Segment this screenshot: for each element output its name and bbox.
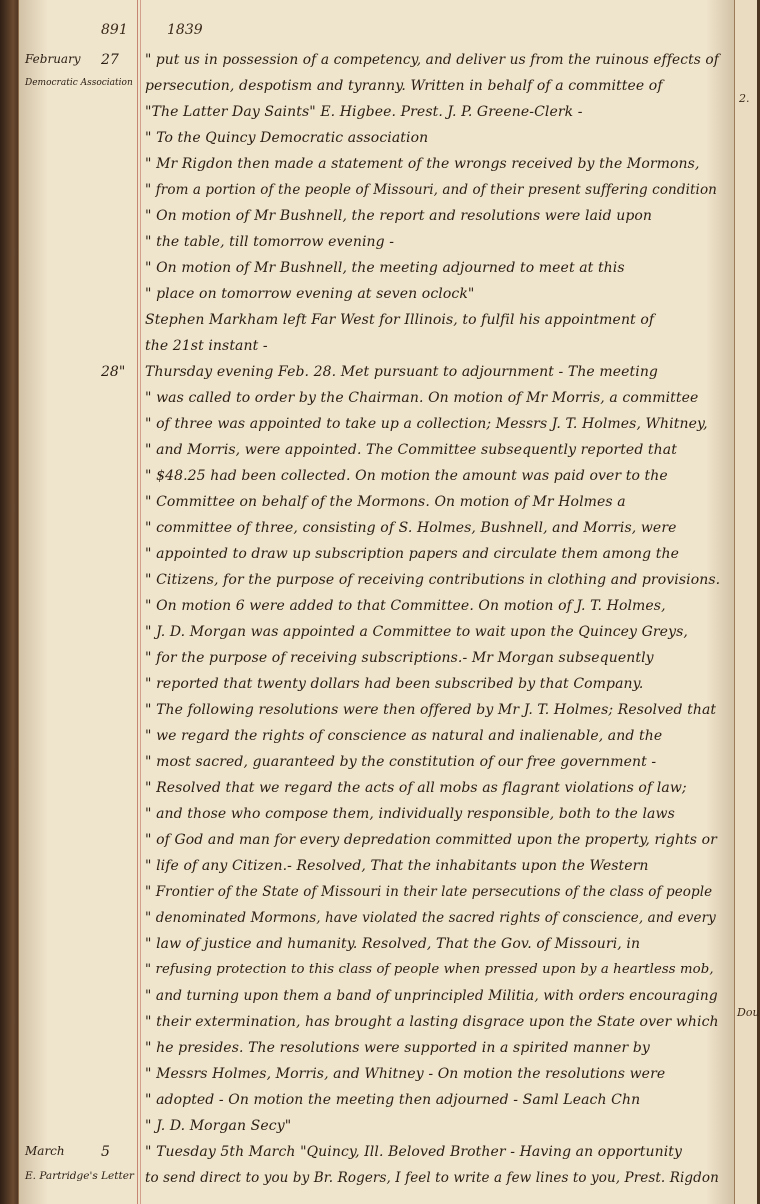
manuscript-line bbox=[19, 520, 735, 546]
manuscript-line bbox=[19, 338, 735, 364]
line-text: " The following resolutions were then offered by Mr J. T. Holmes; Resolved that bbox=[145, 702, 717, 718]
manuscript-line bbox=[19, 546, 735, 572]
manuscript-line bbox=[19, 650, 735, 676]
line-text: " Tuesday 5th March "Quincy, Ill. Beloved Brother - Having an opportunity bbox=[145, 1144, 683, 1160]
line-text: " was called to order by the Chairman. On motion of Mr Morris, a committee bbox=[145, 390, 699, 406]
manuscript-line bbox=[19, 494, 735, 520]
manuscript-line bbox=[19, 1092, 735, 1118]
manuscript-line bbox=[19, 1144, 735, 1170]
line-text: " Mr Rigdon then made a statement of the wrongs received by the Mormons, bbox=[145, 156, 700, 172]
line-text: " Citizens, for the purpose of receiving contributions in clothing and provisions. bbox=[145, 572, 721, 588]
margin-note: Democratic Association bbox=[25, 78, 133, 88]
manuscript-line bbox=[19, 936, 735, 962]
manuscript-line bbox=[19, 234, 735, 260]
line-text: the 21st instant - bbox=[145, 338, 268, 354]
manuscript-line bbox=[19, 884, 735, 910]
day-number: 27 bbox=[101, 52, 119, 68]
line-text: " On motion 6 were added to that Committee. On motion of J. T. Holmes, bbox=[145, 598, 666, 614]
line-text: " Messrs Holmes, Morris, and Whitney - On motion the resolutions were bbox=[145, 1066, 666, 1082]
line-text: " Resolved that we regard the acts of all mobs as flagrant violations of law; bbox=[145, 780, 687, 796]
line-text: " Frontier of the State of Missouri in their late persecutions of the class of people bbox=[145, 884, 713, 900]
manuscript-line bbox=[19, 676, 735, 702]
line-text: " put us in possession of a competency, and deliver us from the ruinous effects of bbox=[145, 52, 719, 68]
line-text: " On motion of Mr Bushnell, the report and resolutions were laid upon bbox=[145, 208, 653, 224]
line-text: " he presides. The resolutions were supported in a spirited manner by bbox=[145, 1040, 650, 1056]
line-text: " from a portion of the people of Missouri, and of their present suffering condition bbox=[145, 182, 717, 198]
margin-note: March bbox=[25, 1144, 65, 1158]
line-text: " appointed to draw up subscription papers and circulate them among the bbox=[145, 546, 679, 562]
facing-page-fragment: Dou bbox=[737, 1006, 760, 1019]
manuscript-line bbox=[19, 390, 735, 416]
manuscript-line bbox=[19, 286, 735, 312]
manuscript-line bbox=[19, 832, 735, 858]
line-text: " J. D. Morgan Secy" bbox=[145, 1118, 292, 1134]
line-text: " and turning upon them a band of unprincipled Militia, with orders encouraging bbox=[145, 988, 718, 1004]
manuscript-line bbox=[19, 858, 735, 884]
manuscript-line bbox=[19, 468, 735, 494]
manuscript-line bbox=[19, 1040, 735, 1066]
line-text: to send direct to you by Br. Rogers, I feel to write a few lines to you, Prest. Rigdon bbox=[145, 1170, 719, 1186]
manuscript-line bbox=[19, 702, 735, 728]
line-text: Stephen Markham left Far West for Illinois, to fulfil his appointment of bbox=[145, 312, 655, 328]
line-text: " reported that twenty dollars had been subscribed by that Company. bbox=[145, 676, 644, 692]
line-text: " To the Quincy Democratic association bbox=[145, 130, 429, 146]
manuscript-line bbox=[19, 598, 735, 624]
manuscript-line bbox=[19, 182, 735, 208]
manuscript-line bbox=[19, 260, 735, 286]
line-text: " committee of three, consisting of S. Holmes, Bushnell, and Morris, were bbox=[145, 520, 677, 536]
day-number: 28" bbox=[101, 364, 126, 380]
manuscript-line bbox=[19, 1170, 735, 1196]
manuscript-line bbox=[19, 728, 735, 754]
line-text: " refusing protection to this class of people when pressed upon by a heartless mob, bbox=[145, 962, 714, 977]
line-text: " place on tomorrow evening at seven oclock" bbox=[145, 286, 475, 302]
manuscript-line bbox=[19, 1014, 735, 1040]
manuscript-line bbox=[19, 1118, 735, 1144]
manuscript-line bbox=[19, 910, 735, 936]
line-text: " law of justice and humanity. Resolved, That the Gov. of Missouri, in bbox=[145, 936, 641, 952]
line-text: " On motion of Mr Bushnell, the meeting adjourned to meet at this bbox=[145, 260, 625, 276]
manuscript-line bbox=[19, 78, 735, 104]
line-text: " Committee on behalf of the Mormons. On motion of Mr Holmes a bbox=[145, 494, 626, 510]
margin-note: February bbox=[25, 52, 81, 66]
manuscript-line bbox=[19, 780, 735, 806]
margin-note: E. Partridge's Letter bbox=[25, 1170, 134, 1182]
manuscript-line bbox=[19, 442, 735, 468]
line-text: Thursday evening Feb. 28. Met pursuant to adjournment - The meeting bbox=[145, 364, 658, 380]
line-text: " and those who compose them, individually responsible, both to the laws bbox=[145, 806, 675, 822]
line-text: " we regard the rights of conscience as natural and inalienable, and the bbox=[145, 728, 663, 744]
manuscript-page bbox=[18, 0, 735, 1204]
manuscript-line bbox=[19, 624, 735, 650]
manuscript-line bbox=[19, 312, 735, 338]
line-text: " of God and man for every depredation committed upon the property, rights or bbox=[145, 832, 717, 848]
manuscript-line bbox=[19, 364, 735, 390]
line-text: " the table, till tomorrow evening - bbox=[145, 234, 395, 250]
facing-page-fragment: 2. bbox=[739, 92, 750, 105]
line-text: " of three was appointed to take up a collection; Messrs J. T. Holmes, Whitney, bbox=[145, 416, 708, 432]
line-text: " most sacred, guaranteed by the constitution of our free government - bbox=[145, 754, 657, 770]
day-number: 5 bbox=[101, 1144, 110, 1160]
facing-page-edge bbox=[734, 0, 760, 1204]
manuscript-line bbox=[19, 754, 735, 780]
manuscript-line bbox=[19, 52, 735, 78]
line-text: " adopted - On motion the meeting then adjourned - Saml Leach Chn bbox=[145, 1092, 641, 1108]
manuscript-line bbox=[19, 806, 735, 832]
manuscript-line bbox=[19, 156, 735, 182]
line-text: " $48.25 had been collected. On motion the amount was paid over to the bbox=[145, 468, 668, 484]
line-text: persecution, despotism and tyranny. Written in behalf of a committee of bbox=[145, 78, 663, 94]
manuscript-line bbox=[19, 130, 735, 156]
line-text: " life of any Citizen.- Resolved, That the inhabitants upon the Western bbox=[145, 858, 649, 874]
manuscript-line bbox=[19, 1066, 735, 1092]
line-text: " denominated Mormons, have violated the sacred rights of conscience, and every bbox=[145, 910, 716, 926]
manuscript-line bbox=[19, 416, 735, 442]
line-text: "The Latter Day Saints" E. Higbee. Prest. J. P. Greene-Clerk - bbox=[145, 104, 583, 120]
year-heading: 1839 bbox=[167, 22, 203, 38]
line-text: " and Morris, were appointed. The Committee subsequently reported that bbox=[145, 442, 677, 458]
line-text: " for the purpose of receiving subscriptions.- Mr Morgan subsequently bbox=[145, 650, 654, 666]
manuscript-line bbox=[19, 208, 735, 234]
manuscript-line bbox=[19, 572, 735, 598]
line-text: " J. D. Morgan was appointed a Committee to wait upon the Quincey Greys, bbox=[145, 624, 688, 640]
manuscript-line bbox=[19, 104, 735, 130]
manuscript-line bbox=[19, 962, 735, 988]
manuscript-line bbox=[19, 988, 735, 1014]
line-text: " their extermination, has brought a lasting disgrace upon the State over which bbox=[145, 1014, 719, 1030]
page-number: 891 bbox=[101, 22, 128, 38]
